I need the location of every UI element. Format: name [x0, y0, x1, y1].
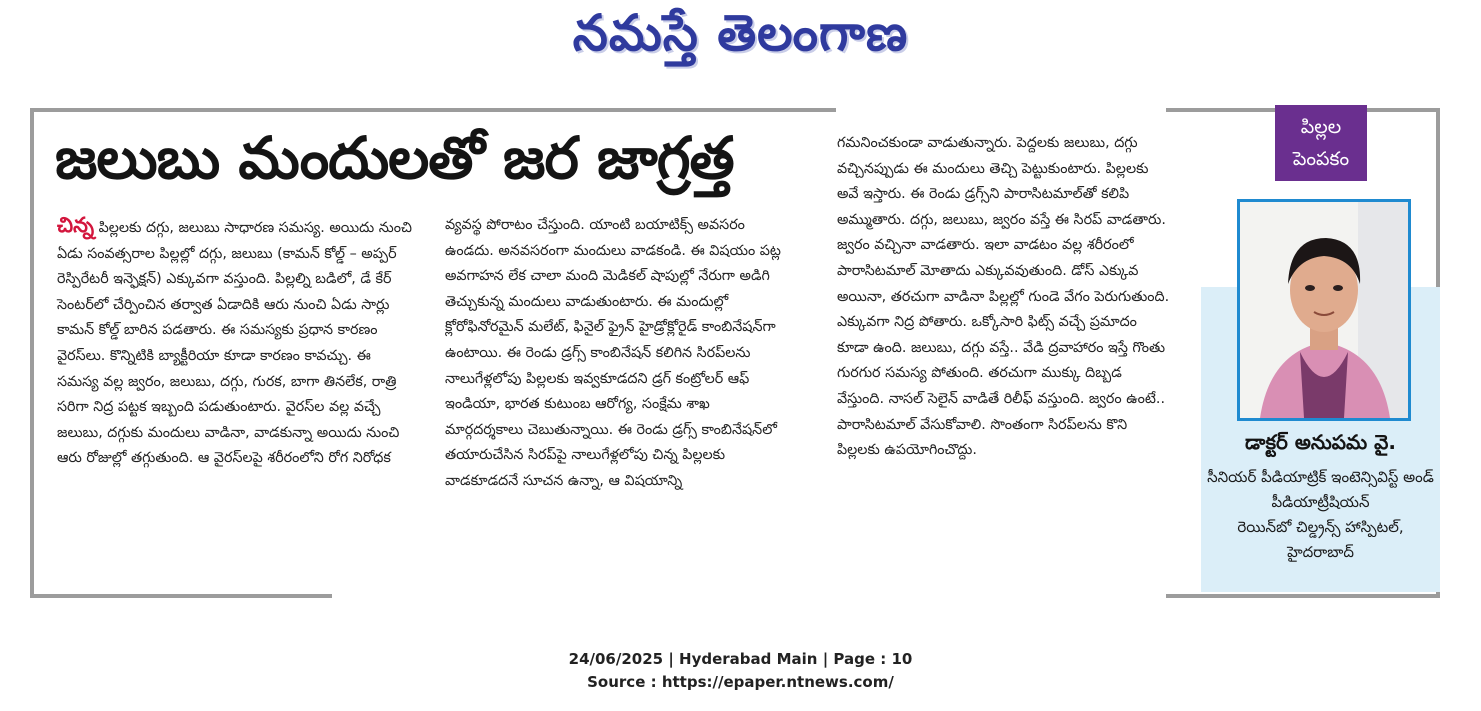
- frame-bottom-left: [30, 594, 332, 598]
- article-column-2: [445, 213, 790, 495]
- footer-date-line: 24/06/2025 | Hyderabad Main | Page : 10: [568, 650, 913, 668]
- doctor-portrait-image: [1240, 202, 1408, 418]
- column-1-text: పిల్లలకు దగ్గు, జలుబు సాధారణ సమస్య. అయిదు నుంచి ఏడు సంవత్సరాల పిల్లల్లో దగ్గు, జలుబు (కామన్ కోల్డ్ – అప్పర్ రెస్పిరేటరీ ఇన్ఫెక్షన్) ఎక్కువగా వస్తుంది. పిల్లల్ని బడిలో, డే కేర్ సెంటర్‌లో చేర్పించిన తర్వాత ఏడాదికి ఆరు నుంచి ఏడు సార్లు కామన్ కోల్డ్ బారిన పడతారు. ఈ సమస్యకు ప్రధాన కారణం వైరస్‌లు. కొన్నిటికి బ్యాక్టీరియా కూడా కారణం కావచ్చు. ఈ సమస్య వల్ల జ్వరం, జలుబు, దగ్గు, గురక, బాగా తినలేక, రాత్రి సరిగా నిద్ర పట్టక ఇబ్బంది పడుతుంటారు. వైరస్‌ల వల్ల వచ్చే జలుబు, దగ్గుకు మందులు వాడినా, వాడకున్నా అయిదు నుంచి ఆరు రోజుల్లో తగ్గుతుంది. ఆ వైరస్‌లపై శరీరంలోని రోగ నిరోధక: [57, 220, 412, 467]
- article-headline: జలుబు మందులతో జర జాగ్రత్త: [55, 124, 734, 192]
- doctor-name: డాక్టర్ అనుపమ వై.: [1245, 430, 1396, 454]
- frame-bottom-right: [1166, 594, 1440, 598]
- article-column-1: [57, 213, 412, 472]
- doctor-designation: సీనియర్ పీడియాట్రిక్ ఇంటెన్సివిస్ట్ అండ్ పీడియాట్రీషియన్: [1207, 468, 1434, 511]
- masthead-title: నమస్తే తెలంగాణ: [572, 4, 909, 62]
- column-3-text: గమనించకుండా వాడుతున్నారు. పెద్దలకు జలుబు, దగ్గు వచ్చినప్పుడు ఈ మందులు తెచ్చి పెట్టుకుంటారు. పిల్లలకు అవే ఇస్తారు. ఈ రెండు డ్రగ్స్‌ని పారాసిటమాల్‌తో కలిపి అమ్ముతారు. దగ్గు, జలుబు, జ్వరం వస్తే ఈ సిరప్ వాడతారు. జ్వరం వచ్చినా వాడతారు. ఇలా వాడటం వల్ల శరీరంలో పారాసిటమాల్ మోతాదు ఎక్కువవుతుంది. డోస్ ఎక్కువ అయినా, తరచుగా వాడినా పిల్లల్లో గుండె వేగం పెరుగుతుంది. ఎక్కువగా నిద్ర పోతారు. ఒక్కోసారి ఫిట్స్ వచ్చే ప్రమాదం కూడా ఉంది. జలుబు, దగ్గు వస్తే.. వేడి ద్రవాహారం ఇస్తే గొంతు గురగుర సమస్య పోతుంది. తరచుగా ముక్కు దిబ్బడ వేస్తుంది. నాసల్ సెలైన్ వాడితే రిలీఫ్ వస్తుంది. జ్వరం ఉంటే.. పారాసిటమాల్ వేసుకోవాలి. సొంతంగా సిరప్‌లను కొని పిల్లలకు ఉపయోగించొద్దు.: [837, 135, 1170, 459]
- badge-line-1: పిల్లల: [1300, 116, 1342, 138]
- doctor-details: [1201, 465, 1440, 565]
- footer-source-line: Source : https://epaper.ntnews.com/: [587, 673, 894, 691]
- frame-top-left: [30, 108, 836, 112]
- badge-line-2: పెంపకం: [1292, 148, 1350, 170]
- column-category-badge: [1275, 105, 1367, 181]
- article-column-3: [837, 131, 1172, 464]
- doctor-photo: [1237, 199, 1411, 421]
- frame-left: [30, 108, 34, 598]
- doctor-city: హైదరాబాద్: [1287, 543, 1354, 561]
- dropcap-word: చిన్న: [57, 213, 95, 237]
- doctor-hospital: రెయిన్‌బో చిల్డ్రన్స్ హాస్పిటల్,: [1237, 518, 1404, 536]
- column-2-text: వ్యవస్థ పోరాటం చేస్తుంది. యాంటి బయాటిక్స్ అవసరం ఉండదు. అనవసరంగా మందులు వాడకండి. ఈ విషయం పట్ల అవగాహన లేక చాలా మంది మెడికల్ షాపుల్లో నేరుగా అడిగి తెచ్చుకున్న మందులు వాడుతుంటారు. ఈ మందుల్లో క్లోరోఫినోరమైన్ మలేట్, ఫినైల్ ఫ్రైన్ హైడ్రోక్లోరైడ్ కాంబినేషన్‌గా ఉంటాయి. ఈ రెండు డ్రగ్స్ కాంబినేషన్ కలిగిన సిరప్‌లను నాలుగేళ్లలోపు పిల్లలకు ఇవ్వకూడదని డ్రగ్ కంట్రోలర్ ఆఫ్ ఇండియా, భారత కుటుంబ ఆరోగ్య, సంక్షేమ శాఖ మార్గదర్శకాలు చెబుతున్నాయి. ఈ రెండు డ్రగ్స్ కాంబినేషన్‌లో తయారుచేసిన సిరప్‌పై నాలుగేళ్లలోపు చిన్న పిల్లలకు వాడకూడదనే సూచన ఉన్నా, ఆ విషయాన్ని: [445, 217, 781, 489]
